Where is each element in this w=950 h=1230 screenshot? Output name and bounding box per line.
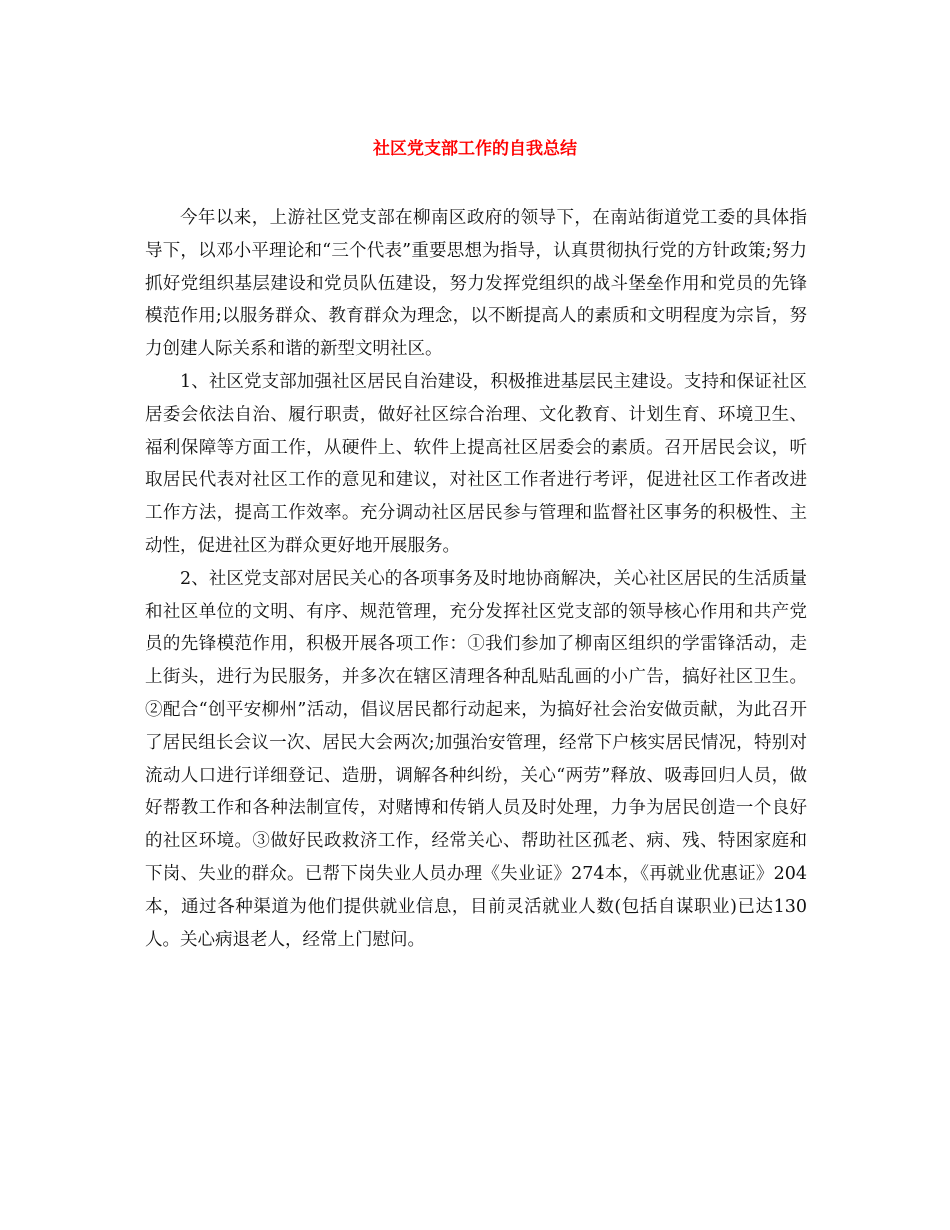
document-body	[145, 202, 807, 956]
paragraph-intro: 今年以来，上游社区党支部在柳南区政府的领导下，在南站街道党工委的具体指导下，以邓小平理论和“三个代表”重要思想为指导，认真贯彻执行党的方针政策;努力抓好党组织基层建设和党员队伍建设，努力发挥党组织的战斗堡垒作用和党员的先锋模范作用;以服务群众、教育群众为理念，以不断提高人的素质和文明程度为宗旨，努力创建人际关系和谐的新型文明社区。	[145, 208, 807, 360]
paragraph-item-2: 2、社区党支部对居民关心的各项事务及时地协商解决，关心社区居民的生活质量和社区单位的文明、有序、规范管理，充分发挥社区党支部的领导核心作用和共产党员的先锋模范作用，积极开展各项工作：①我们参加了柳南区组织的学雷锋活动，走上街头，进行为民服务，并多次在辖区清理各种乱贴乱画的小广告，搞好社区卫生。②配合“创平安柳州”活动，倡议居民都行动起来，为搞好社会治安做贡献，为此召开了居民组长会议一次、居民大会两次;加强治安管理，经常下户核实居民情况，特别对流动人口进行详细登记、造册，调解各种纠纷，关心“两劳”释放、吸毒回归人员，做好帮教工作和各种法制宣传，对赌博和传销人员及时处理，力争为居民创造一个良好的社区环境。③做好民政救济工作，经常关心、帮助社区孤老、病、残、特困家庭和下岗、失业的群众。已帮下岗失业人员办理《失业证》274本，《再就业优惠证》204本，通过各种渠道为他们提供就业信息，目前灵活就业人数(包括自谋职业)已达130人。关心病退老人，经常上门慰问。	[145, 568, 807, 950]
document-title: 社区党支部工作的自我总结	[373, 139, 577, 159]
paragraph-item-1: 1、社区党支部加强社区居民自治建设，积极推进基层民主建设。支持和保证社区居委会依法自治、履行职责，做好社区综合治理、文化教育、计划生育、环境卫生、福利保障等方面工作，从硬件上、软件上提高社区居委会的素质。召开居民会议，听取居民代表对社区工作的意见和建议，对社区工作者进行考评，促进社区工作者改进工作方法，提高工作效率。充分调动社区居民参与管理和监督社区事务的积极性、主动性，促进社区为群众更好地开展服务。	[145, 371, 807, 556]
